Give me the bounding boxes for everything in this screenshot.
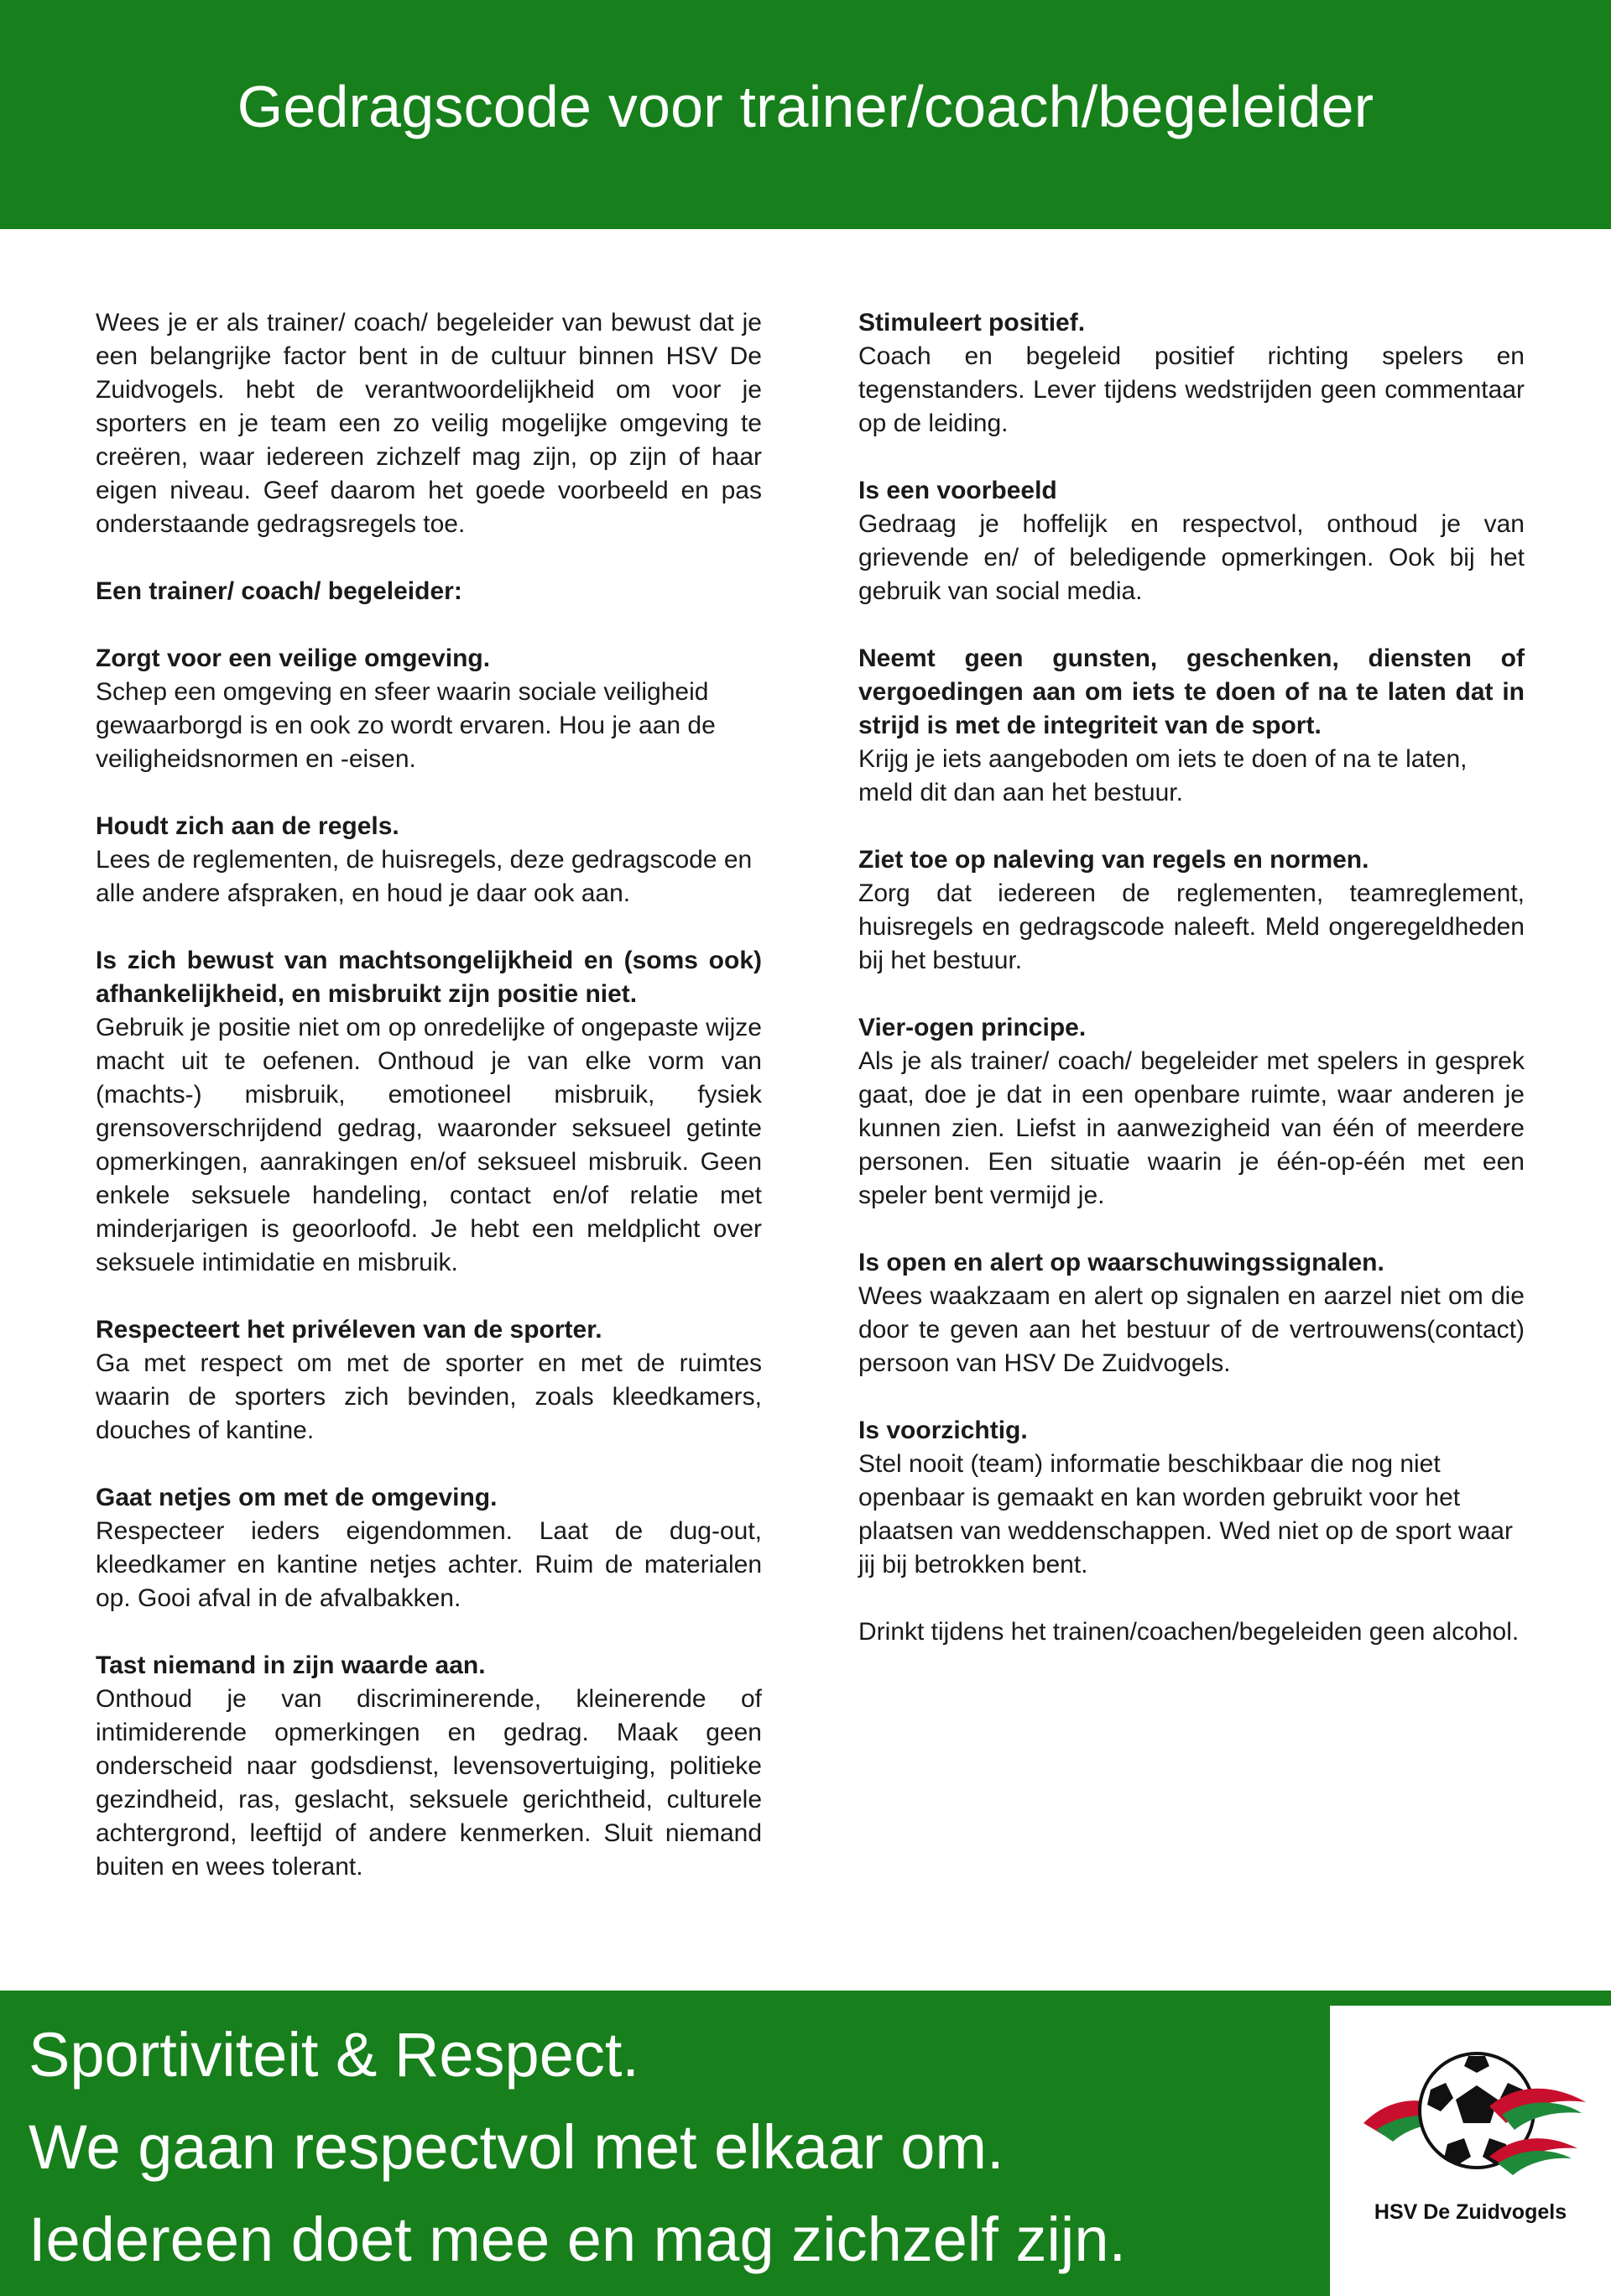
rule-body: Krijg je iets aangeboden om iets te doen of na te laten, meld dit dan aan het bestuur.: [858, 745, 1468, 806]
slogan: [29, 2009, 1126, 2286]
rule-body: Onthoud je van discriminerende, kleinerende of intimiderende opmerkingen en gedrag. Maak geen onderscheid naar godsdienst, levensovertuiging, politieke gezindheid, ras, geslacht, seksuele gerichtheid, culturele achtergrond, leeftijd of andere kenmerken. Sluit niemand buiten en wees tolerant.: [96, 1685, 762, 1881]
left-column: [96, 306, 762, 1918]
rule-title: Neemt geen gunsten, geschenken, diensten of vergoedingen aan om iets te doen of na te laten dat in strijd is met de integriteit van de sport.: [858, 644, 1525, 739]
rule-title: Stimuleert positief.: [858, 309, 1086, 337]
rule-title: Respecteert het privéleven van de sporter.: [96, 1316, 602, 1344]
rule-title: Vier-ogen principe.: [858, 1014, 1087, 1041]
rule-title: Is een voorbeeld: [858, 477, 1057, 504]
rule-body: Zorg dat iedereen de reglementen, teamreglement, huisregels en gedragscode naleeft. Meld ongeregeldheden bij het bestuur.: [858, 879, 1525, 974]
rule-section: [96, 944, 762, 1280]
rule-section: [858, 474, 1525, 608]
rule-body: Ga met respect om met de sporter en met de ruimtes waarin de sporters zich bevinden, zoals kleedkamers, douches of kantine.: [96, 1349, 762, 1444]
rule-title: Is voorzichtig.: [858, 1417, 1028, 1444]
page-header: [0, 0, 1611, 229]
slogan-line: We gaan respectvol met elkaar om.: [29, 2112, 1004, 2182]
rule-title: Houdt zich aan de regels.: [96, 812, 399, 840]
rule-body: Respecteer ieders eigendommen. Laat de dug-out, kleedkamer en kantine netjes achter. Ruim de materialen op. Gooi afval in de afvalbakken.: [96, 1517, 762, 1612]
lead-heading-block: [96, 575, 762, 608]
rule-section: [858, 1414, 1525, 1582]
slogan-line: Iedereen doet mee en mag zichzelf zijn.: [29, 2205, 1127, 2274]
rule-section: [96, 642, 762, 776]
rule-section: [858, 1246, 1525, 1380]
right-column: [858, 306, 1525, 1683]
footer-banner: [0, 1991, 1611, 2296]
rule-section: [858, 306, 1525, 441]
rule-section: [858, 1011, 1525, 1213]
rule-section: [858, 642, 1525, 810]
rule-body: Als je als trainer/ coach/ begeleider met spelers in gesprek gaat, doe je dat in een openbare ruimte, waar anderen je kunnen zien. Liefst in aanwezigheid van één of meerdere personen. Een situatie waarin je één-op-één met een speler bent vermijd je.: [858, 1047, 1525, 1209]
rule-title: Ziet toe op naleving van regels en normen.: [858, 846, 1369, 874]
rule-section: [96, 810, 762, 911]
soccer-ball-birds-icon: [1347, 2031, 1594, 2199]
rule-section: [96, 1649, 762, 1884]
rule-section: [858, 843, 1525, 978]
closing-rule: Drinkt tijdens het trainen/coachen/begeleiden geen alcohol.: [858, 1618, 1520, 1646]
rule-body: Lees de reglementen, de huisregels, deze gedragscode en alle andere afspraken, en houd je daar ook aan.: [96, 846, 753, 907]
rule-section: [96, 1313, 762, 1448]
rule-title: Gaat netjes om met de omgeving.: [96, 1484, 498, 1511]
lead-heading: Een trainer/ coach/ begeleider:: [96, 577, 462, 605]
rule-title: Zorgt voor een veilige omgeving.: [96, 644, 491, 672]
rule-body: Stel nooit (team) informatie beschikbaar die nog niet openbaar is gemaakt en kan worden gebruikt voor het plaatsen van weddenschappen. Wed niet op de sport waar jij bij betrokken bent.: [858, 1450, 1513, 1578]
logo-text: HSV De Zuidvogels: [1374, 2200, 1567, 2224]
rule-body: Coach en begeleid positief richting spelers en tegenstanders. Lever tijdens wedstrijden geen commentaar op de leiding.: [858, 342, 1525, 437]
club-logo: [1330, 2006, 1611, 2296]
rule-body: Schep een omgeving en sfeer waarin sociale veiligheid gewaarborgd is en ook zo wordt ervaren. Hou je aan de veiligheidsnormen en -eisen.: [96, 678, 716, 773]
intro-paragraph: Wees je er als trainer/ coach/ begeleider van bewust dat je een belangrijke factor bent in de cultuur binnen HSV De Zuidvogels. hebt de verantwoordelijkheid om voor je sporters en je team een zo veilig mogelijke omgeving te creëren, waar iedereen zichzelf mag zijn, op zijn of haar eigen niveau. Geef daarom het goede voorbeeld en pas onderstaande gedragsregels toe.: [96, 309, 762, 538]
rule-section: [96, 1481, 762, 1615]
rule-body: Gebruik je positie niet om op onredelijke of ongepaste wijze macht uit te oefenen. Onthoud je van elke vorm van (machts-) misbruik, emotioneel misbruik, fysiek grensoverschrijdend gedrag, waaronder seksueel getinte opmerkingen, aanrakingen en/of seksueel misbruik. Geen enkele seksuele handeling, contact en/of relatie met minderjarigen is geoorloofd. Je hebt een meldplicht over seksuele intimidatie en misbruik.: [96, 1014, 762, 1276]
rule-title: Tast niemand in zijn waarde aan.: [96, 1652, 486, 1679]
rule-body: Gedraag je hoffelijk en respectvol, onthoud je van grievende en/ of beledigende opmerkingen. Ook bij het gebruik van social media.: [858, 510, 1525, 605]
slogan-line: Sportiviteit & Respect.: [29, 2020, 639, 2090]
page-title: Gedragscode voor trainer/coach/begeleider: [237, 73, 1374, 139]
rule-body: Wees waakzaam en alert op signalen en aarzel niet om die door te geven aan het bestuur of de vertrouwens(contact) persoon van HSV De Zuidvogels.: [858, 1282, 1525, 1377]
rule-title: Is open en alert op waarschuwingssignalen.: [858, 1249, 1384, 1276]
rule-title: Is zich bewust van machtsongelijkheid en (soms ook) afhankelijkheid, en misbruikt zijn positie niet.: [96, 947, 762, 1008]
